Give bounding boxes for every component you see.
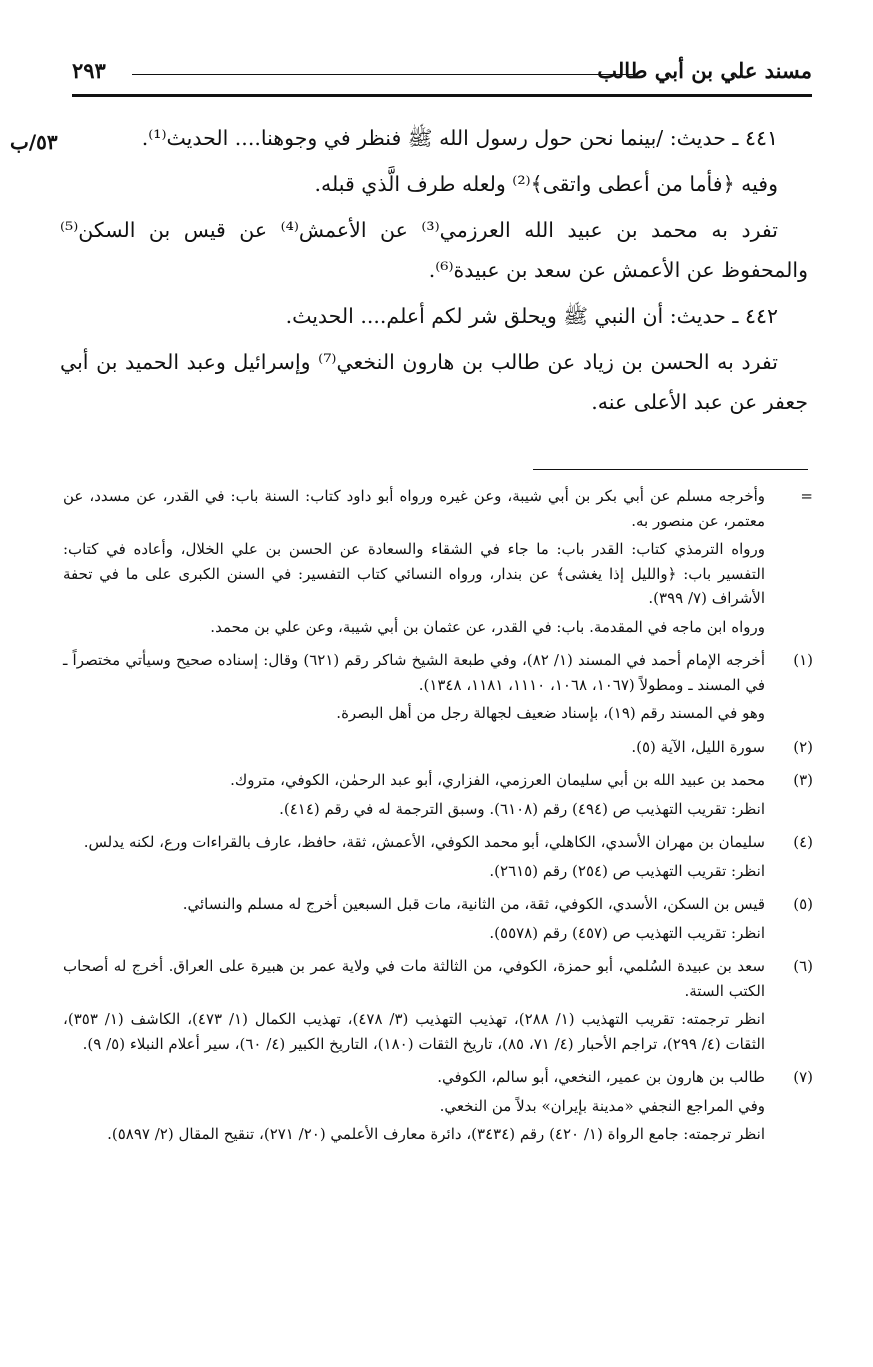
footnote-line: ورواه الترمذي كتاب: القدر باب: ما جاء في الشقاء والسعادة عن الحسن بن علي الخلال، وأعاده في كتاب: التفسير باب: ﴿والليل إذا يغشى﴾ عن بندار، ورواه النسائي كتاب التفسير: في السنن الكبرى على ما في تحفة الأشراف (٧/ ٣٩٩). — [63, 540, 765, 607]
footnote-line: طالب بن هارون بن عمير، النخعي، أبو سالم، الكوفي. — [437, 1068, 765, 1086]
footnote-line: سورة الليل، الآية (٥). — [631, 737, 765, 756]
page-number: ٢٩٣ — [72, 58, 106, 83]
footnote-line: ورواه ابن ماجه في المقدمة. باب: في القدر، عن عثمان بن أبي شيبة، وعن علي بن محمد. — [210, 617, 765, 636]
footnote-marker: (٢) — [793, 737, 813, 756]
running-title: مسند علي بن أبي طالب — [597, 58, 812, 83]
footnote-marker: (٥) — [793, 895, 813, 913]
footnote-marker: (٧) — [793, 1068, 813, 1086]
footnote-line: انظر ترجمته: تقريب التهذيب (١/ ٢٨٨)، تهذيب التهذيب (٣/ ٤٧٨)، تهذيب الكمال (١/ ٤٧٣)، الكاشف (١/ ٣٥٣)، الثقات (٤/ ٢٩٩)، تراجم الأحبار (٤/ ٧١، ٨٥)، تاريخ الثقات (١٨٠)، التاريخ الكبير (٤/ ٦٠)، سير أعلام النبلاء (٥/ ٩). — [63, 1010, 766, 1053]
hadith-441: ٤٤١ ـ حديث: /بينما نحن حول رسول الله ﷺ فنظر في وجوهنا.... الحديث⁽¹⁾. — [141, 126, 778, 150]
footnote-6 — [63, 954, 813, 1060]
footnote-7 — [63, 1065, 813, 1151]
footnote-3 — [63, 768, 813, 825]
footnotes — [63, 484, 813, 1156]
hadith-442: ٤٤٢ ـ حديث: أن النبي ﷺ ويحلق شر لكم أعلم.... الحديث. — [285, 304, 778, 328]
hadith-442-chain: تفرد به الحسن بن زياد عن طالب بن هارون النخعي⁽⁷⁾ وإسرائيل وعبد الحميد بن أبي جعفر عن عبد الأعلى عنه. — [60, 350, 808, 414]
footnote-line: وأخرجه مسلم عن أبي بكر بن أبي شيبة، وعن غيره ورواه أبو داود كتاب: السنة باب: في القدر، عن مسدد، عن معتمر، عن منصور به. — [63, 487, 765, 530]
footnote-separator — [533, 469, 808, 470]
footnote-marker: (٤) — [793, 833, 813, 851]
footnote-line: انظر: تقريب التهذيب ص (٤٩٤) رقم (٦١٠٨). وسبق الترجمة له في رقم (٤١٤). — [279, 799, 765, 818]
page-header — [72, 52, 812, 96]
hadith-441-note: وفيه ﴿فأما من أعطى واتقى﴾⁽²⁾ ولعله طرف الَّذي قبله. — [314, 172, 778, 196]
footnote-line: قيس بن السكن، الأسدي، الكوفي، ثقة، من الثانية، مات قبل السبعين أخرج له مسلم والنسائي. — [182, 895, 765, 913]
footnote-line: سليمان بن مهران الأسدي، الكاهلي، أبو محمد الكوفي، الأعمش، ثقة، حافظ، عارف بالقراءات ورع، لكنه يدلس. — [83, 833, 765, 851]
footnote-marker: (٦) — [793, 957, 813, 975]
footnote-5 — [63, 892, 813, 949]
header-line — [132, 74, 634, 75]
footnote-marker: = — [800, 487, 813, 505]
footnote-2 — [63, 735, 813, 764]
footnote-line: انظر: تقريب التهذيب ص (٤٥٧) رقم (٥٥٧٨). — [489, 923, 765, 942]
footnote-line: وفي المراجع النجفي «مدينة بإيران» بدلاً من النخعي. — [439, 1096, 765, 1115]
footnote-line: محمد بن عبيد الله بن أبي سليمان العرزمي، الفزاري، أبو عبد الرحمٰن، الكوفي، متروك. — [230, 771, 765, 789]
margin-folio-note: ٥٣/ب — [10, 130, 58, 154]
hadith-441-chain: تفرد به محمد بن عبيد الله العرزمي⁽³⁾ عن الأعمش⁽⁴⁾ عن قيس بن السكن⁽⁵⁾ والمحفوظ عن الأعمش عن سعد بن عبيدة⁽⁶⁾. — [60, 218, 808, 282]
footnote-continued — [63, 484, 813, 643]
footnote-line: أخرجه الإمام أحمد في المسند (١/ ٨٢)، وفي طبعة الشيخ شاكر رقم (٦٢١) وقال: إسناده صحيح وسيأتي مختصراً ـ في المسند ـ ومطولاً (١٠٦٧، ١٠٦٨، ١١١٠، ١١٨١، ١٣٤٨). — [63, 651, 765, 694]
footnote-1 — [63, 648, 813, 730]
footnote-line: انظر ترجمته: جامع الرواة (١/ ٤٢٠) رقم (٣٤٣٤)، دائرة معارف الأعلمي (٢٠/ ٢٧١)، تنقيح المقال (٢/ ٥٨٩٧). — [107, 1125, 765, 1143]
header-rule — [72, 94, 812, 97]
footnote-marker: (١) — [793, 651, 813, 669]
footnote-line: سعد بن عبيدة السُلمي، أبو حمزة، الكوفي، من الثالثة مات في ولاية عمر بن هبيرة على العراق. أخرج له أصحاب الكتب الستة. — [63, 957, 765, 1000]
footnote-marker: (٣) — [793, 771, 813, 789]
footnote-line: انظر: تقريب التهذيب ص (٢٥٤) رقم (٢٦١٥). — [489, 861, 765, 880]
main-text — [60, 118, 808, 428]
footnote-line: وهو في المسند رقم (١٩)، بإسناد ضعيف لجهالة رجل من أهل البصرة. — [336, 704, 765, 722]
footnote-4 — [63, 830, 813, 887]
